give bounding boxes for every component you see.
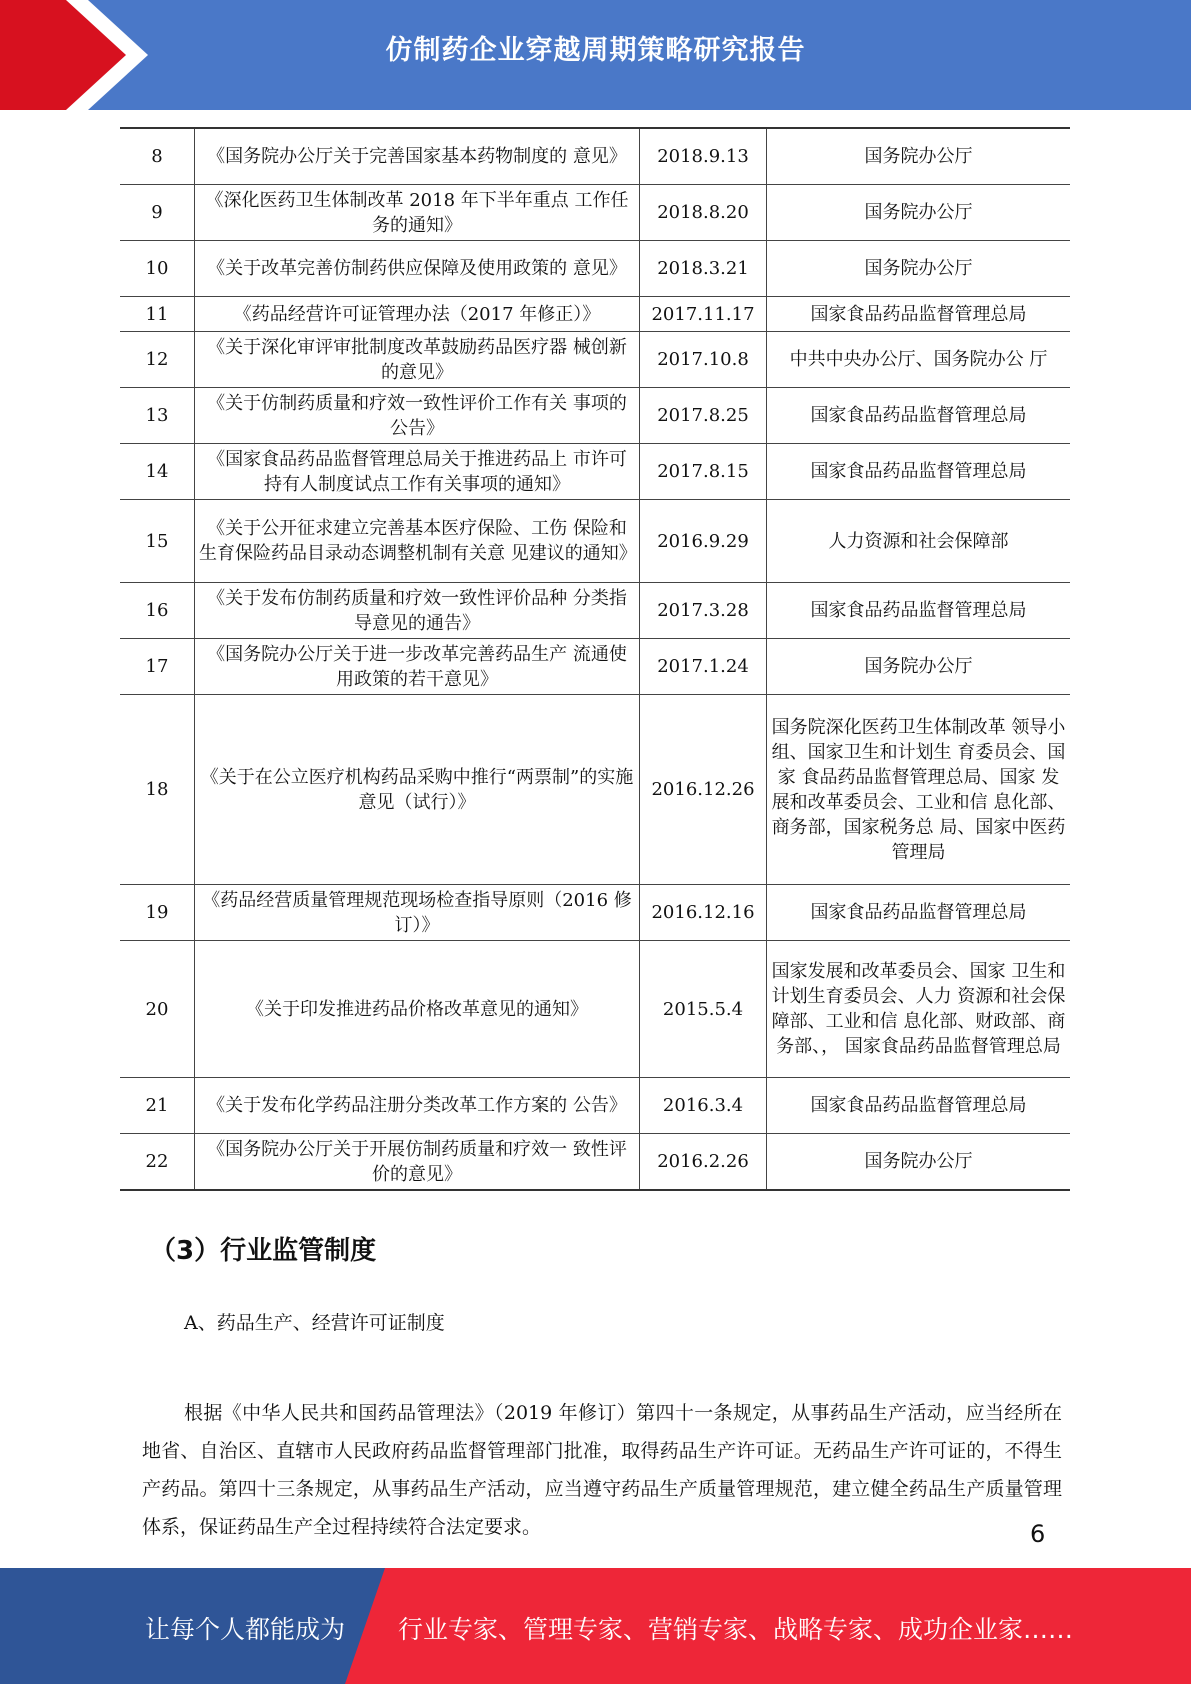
row-number: 12 xyxy=(120,332,195,388)
table-row xyxy=(120,185,1070,241)
policy-title: 《关于发布仿制药质量和疗效一致性评价品种 分类指导意见的通告》 xyxy=(195,583,640,639)
row-number: 22 xyxy=(120,1134,195,1191)
page-header xyxy=(0,0,1191,110)
footer-slogan-left: 让每个人都能成为 xyxy=(145,1615,346,1644)
policy-title: 《关于印发推进药品价格改革意见的通知》 xyxy=(195,941,640,1078)
policy-title: 《关于深化审评审批制度改革鼓励药品医疗器 械创新的意见》 xyxy=(195,332,640,388)
issuing-authority: 国务院办公厅 xyxy=(767,1134,1071,1191)
row-number: 10 xyxy=(120,241,195,297)
table-row xyxy=(120,500,1070,583)
policy-title: 《关于改革完善仿制药供应保障及使用政策的 意见》 xyxy=(195,241,640,297)
body-paragraph: 根据《中华人民共和国药品管理法》（2019 年修订）第四十一条规定，从事药品生产活动，应当经所在地省、自治区、直辖市人民政府药品监督管理部门批准，取得药品生产许可证。无药品生产许可证的，不得生产药品。第四十三条规定，从事药品生产活动，应当遵守药品生产质量管理规范，建立健全药品生产质量管理体系，保证药品生产全过程持续符合法定要求。 xyxy=(142,1402,1062,1538)
table-row xyxy=(120,444,1070,500)
issue-date: 2016.9.29 xyxy=(640,500,767,583)
issuing-authority: 国务院深化医药卫生体制改革 领导小组、国家卫生和计划生 育委员会、国家 食品药品监督管理总局、国家 发展和改革委员会、工业和信 息化部、商务部，国家税务总 局、国家中医药管理局 xyxy=(767,695,1071,885)
row-number: 14 xyxy=(120,444,195,500)
table-row xyxy=(120,583,1070,639)
issuing-authority: 国家食品药品监督管理总局 xyxy=(767,297,1071,332)
table-row xyxy=(120,639,1070,695)
issuing-authority: 国务院办公厅 xyxy=(767,128,1071,185)
row-number: 11 xyxy=(120,297,195,332)
issue-date: 2017.10.8 xyxy=(640,332,767,388)
row-number: 17 xyxy=(120,639,195,695)
policy-title: 《关于发布化学药品注册分类改革工作方案的 公告》 xyxy=(195,1078,640,1134)
row-number: 16 xyxy=(120,583,195,639)
issuing-authority: 国家食品药品监督管理总局 xyxy=(767,1078,1071,1134)
row-number: 19 xyxy=(120,885,195,941)
policy-title: 《药品经营质量管理规范现场检查指导原则（2016 修订）》 xyxy=(195,885,640,941)
row-number: 9 xyxy=(120,185,195,241)
issue-date: 2017.3.28 xyxy=(640,583,767,639)
issuing-authority: 国务院办公厅 xyxy=(767,639,1071,695)
subsection-heading: A、药品生产、经营许可证制度 xyxy=(184,1312,445,1334)
issue-date: 2018.3.21 xyxy=(640,241,767,297)
issue-date: 2018.9.13 xyxy=(640,128,767,185)
table-row xyxy=(120,941,1070,1078)
table-row xyxy=(120,885,1070,941)
issue-date: 2017.8.25 xyxy=(640,388,767,444)
issue-date: 2016.3.4 xyxy=(640,1078,767,1134)
row-number: 18 xyxy=(120,695,195,885)
row-number: 15 xyxy=(120,500,195,583)
policy-table xyxy=(120,127,1070,1191)
issuing-authority: 国务院办公厅 xyxy=(767,185,1071,241)
policy-title: 《国务院办公厅关于进一步改革完善药品生产 流通使用政策的若干意见》 xyxy=(195,639,640,695)
issue-date: 2016.12.26 xyxy=(640,695,767,885)
issuing-authority: 国家发展和改革委员会、国家 卫生和计划生育委员会、人力 资源和社会保障部、工业和信 息化部、财政部、商务部、， 国家食品药品监督管理总局 xyxy=(767,941,1071,1078)
issue-date: 2016.12.16 xyxy=(640,885,767,941)
table-row xyxy=(120,128,1070,185)
issue-date: 2018.8.20 xyxy=(640,185,767,241)
page-number: 6 xyxy=(1030,1520,1046,1548)
table-row xyxy=(120,332,1070,388)
policy-title: 《深化医药卫生体制改革 2018 年下半年重点 工作任务的通知》 xyxy=(195,185,640,241)
table-row xyxy=(120,1134,1070,1191)
row-number: 20 xyxy=(120,941,195,1078)
header-title: 仿制药企业穿越周期策略研究报告 xyxy=(385,35,806,66)
issuing-authority: 国家食品药品监督管理总局 xyxy=(767,583,1071,639)
issuing-authority: 国家食品药品监督管理总局 xyxy=(767,388,1071,444)
table-row xyxy=(120,388,1070,444)
row-number: 13 xyxy=(120,388,195,444)
issue-date: 2016.2.26 xyxy=(640,1134,767,1191)
issue-date: 2017.11.17 xyxy=(640,297,767,332)
policy-title: 《关于在公立医疗机构药品采购中推行“两票制”的实施意见（试行）》 xyxy=(195,695,640,885)
row-number: 21 xyxy=(120,1078,195,1134)
row-number: 8 xyxy=(120,128,195,185)
page-footer xyxy=(0,1568,1191,1684)
policy-title: 《国务院办公厅关于完善国家基本药物制度的 意见》 xyxy=(195,128,640,185)
issuing-authority: 国家食品药品监督管理总局 xyxy=(767,444,1071,500)
issuing-authority: 中共中央办公厅、国务院办公 厅 xyxy=(767,332,1071,388)
policy-title: 《国家食品药品监督管理总局关于推进药品上 市许可持有人制度试点工作有关事项的通知》 xyxy=(195,444,640,500)
policy-title: 《关于仿制药质量和疗效一致性评价工作有关 事项的公告》 xyxy=(195,388,640,444)
table-row xyxy=(120,297,1070,332)
issue-date: 2015.5.4 xyxy=(640,941,767,1078)
section-heading: （3）行业监管制度 xyxy=(150,1236,377,1266)
footer-slogan-right: 行业专家、管理专家、营销专家、战略专家、成功企业家…… xyxy=(398,1615,1074,1644)
table-row xyxy=(120,1078,1070,1134)
issue-date: 2017.8.15 xyxy=(640,444,767,500)
policy-title: 《药品经营许可证管理办法（2017 年修正）》 xyxy=(195,297,640,332)
issuing-authority: 国家食品药品监督管理总局 xyxy=(767,885,1071,941)
issuing-authority: 人力资源和社会保障部 xyxy=(767,500,1071,583)
policy-title: 《关于公开征求建立完善基本医疗保险、工伤 保险和生育保险药品目录动态调整机制有关意 见建议的通知》 xyxy=(195,500,640,583)
issue-date: 2017.1.24 xyxy=(640,639,767,695)
table-row xyxy=(120,241,1070,297)
table-row xyxy=(120,695,1070,885)
policy-title: 《国务院办公厅关于开展仿制药质量和疗效一 致性评价的意见》 xyxy=(195,1134,640,1191)
issuing-authority: 国务院办公厅 xyxy=(767,241,1071,297)
